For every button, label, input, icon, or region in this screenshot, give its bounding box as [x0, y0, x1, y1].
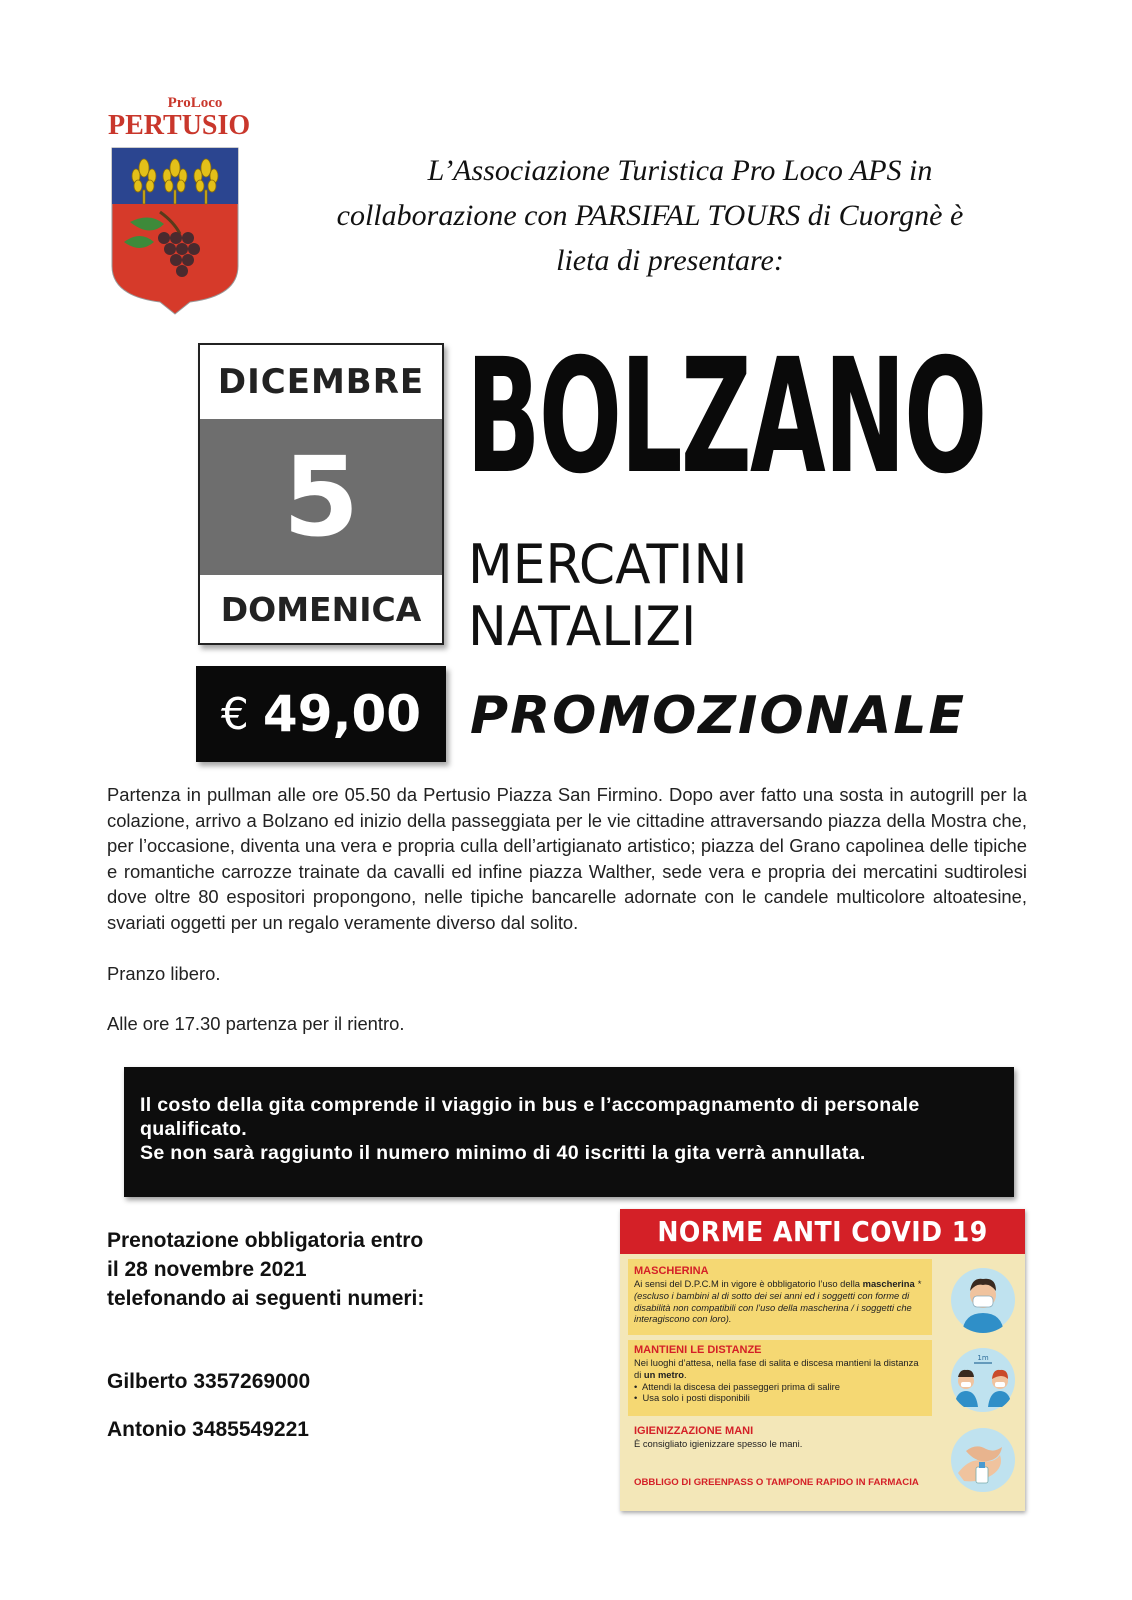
intro-line-1: L’Associazione Turistica Pro Loco APS in [427, 154, 933, 187]
intro-line-3: lieta di presentare: [556, 244, 784, 277]
contact-gilberto: Gilberto 3357269000 [107, 1370, 311, 1393]
distance-label: 1m [977, 1354, 989, 1362]
logo-proloco-text: ProLoco [167, 95, 223, 111]
covid-distance-heading: MANTIENI LE DISTANZE [634, 1344, 762, 1356]
date-calendar-block [198, 343, 444, 645]
intro-text [270, 148, 1030, 283]
covid-distance-section [628, 1340, 932, 1416]
date-month: DICEMBRE [217, 362, 425, 402]
covid-mask-text-pre: Ai sensi del D.P.C.M in vigore è obbligatorio l’uso della [634, 1278, 860, 1289]
booking-line-2: il 28 novembre 2021 [107, 1258, 307, 1281]
event-title: BOLZANO [466, 325, 986, 509]
return-info: Alle ore 17.30 partenza per il rientro. [107, 1013, 405, 1034]
booking-info [107, 1226, 424, 1313]
intro-line-2: collaborazione con PARSIFAL TOURS di Cuorgnè è [336, 199, 964, 232]
covid-title-text: NORME ANTI COVID 19 [657, 1215, 988, 1248]
promo-tag: PROMOZIONALE [470, 686, 966, 746]
price-box [196, 666, 446, 762]
trip-description: Partenza in pullman alle ore 05.50 da Pertusio Piazza San Firmino. Dopo aver fatto una sosta in autogrill per la colazione, arrivo a Bolzano ed inizio della passeggiata per le vie cittadine attraversando piazza della Mostra che, per l’occasione, diventa una vera e propria culla dell’artigianato artistico; piazza del Grano capolinea delle tipiche e romantiche carrozze trainate da cavalli ed infine piazza Walther, sede vera e propria dei mercatini sudtirolesi dove oltre 80 espositori propongono, nelle tipiche bancarelle adornate con le candele multicolore altoatesine, svariati oggetti per un regalo veramente diverso dal solito. [107, 784, 1027, 933]
covid-distance-text: Nei luoghi d’attesa, nella fase di salita e discesa mantieni la distanza di un metro. [634, 1357, 919, 1380]
social-distance-icon [950, 1347, 1016, 1413]
covid-greenpass-footer: OBBLIGO DI GREENPASS O TAMPONE RAPIDO IN FARMACIA [634, 1477, 919, 1488]
hand-sanitizer-icon [950, 1427, 1016, 1493]
covid-rules-box [620, 1209, 1025, 1511]
pertusio-coat-of-arms-icon [110, 146, 240, 316]
covid-title [620, 1209, 1025, 1254]
covid-mask-heading: MASCHERINA [634, 1265, 709, 1277]
notice-line-1: Il costo della gita comprende il viaggio in bus e l’accompagnamento di personale qualificato. [140, 1094, 920, 1140]
date-weekday: DOMENICA [220, 589, 422, 629]
covid-hands-section [628, 1421, 932, 1454]
covid-distance-text-bold: un metro [643, 1368, 685, 1380]
event-subtitle-line-1: MERCATINI [468, 533, 748, 596]
event-subtitle [468, 534, 748, 658]
event-subtitle-line-2: NATALIZI [468, 595, 697, 658]
notice-line-2: Se non sarà raggiunto il numero minimo di 40 iscritti la gita verrà annullata. [140, 1142, 866, 1164]
date-day: 5 [200, 419, 442, 575]
covid-distance-bullet-1-text: Attendi la discesa dei passeggeri prima di salire [641, 1380, 841, 1392]
cost-notice-box [124, 1067, 1014, 1197]
covid-distance-bullet-1: • Attendi la discesa dei passeggeri prima di salire [634, 1380, 841, 1392]
covid-distance-bullet-2-text: Usa solo i posti disponibili [642, 1392, 750, 1404]
covid-hands-text: È consigliato igienizzare spesso le mani. [634, 1438, 803, 1449]
covid-distance-text-pre: Nei luoghi d’attesa, nella fase di salita e discesa mantieni la distanza di [634, 1357, 919, 1380]
pertusio-logo [108, 95, 251, 316]
price-amount: 49,00 [262, 685, 422, 743]
logo-pertusio-text: PERTUSIO [108, 110, 251, 141]
booking-line-1: Prenotazione obbligatoria entro [107, 1229, 424, 1252]
price-currency: € [220, 688, 249, 740]
covid-mask-text [634, 1278, 926, 1325]
contact-antonio: Antonio 3485549221 [107, 1418, 309, 1441]
mask-person-icon [950, 1267, 1016, 1333]
covid-distance-bullet-2: • Usa solo i posti disponibili [634, 1392, 750, 1404]
covid-hands-heading: IGIENIZZAZIONE MANI [634, 1425, 754, 1437]
booking-line-3: telefonando ai seguenti numeri: [107, 1287, 425, 1310]
covid-mask-section [628, 1259, 932, 1335]
lunch-info: Pranzo libero. [107, 963, 221, 984]
covid-mask-text-bold: mascherina [862, 1278, 915, 1289]
covid-mask-text-note: *(escluso i bambini al di sotto dei sei anni ed i soggetti con forme di disabilità non compatibili con l’uso della mascherina / i soggetti che interagiscono con loro). [634, 1278, 921, 1325]
